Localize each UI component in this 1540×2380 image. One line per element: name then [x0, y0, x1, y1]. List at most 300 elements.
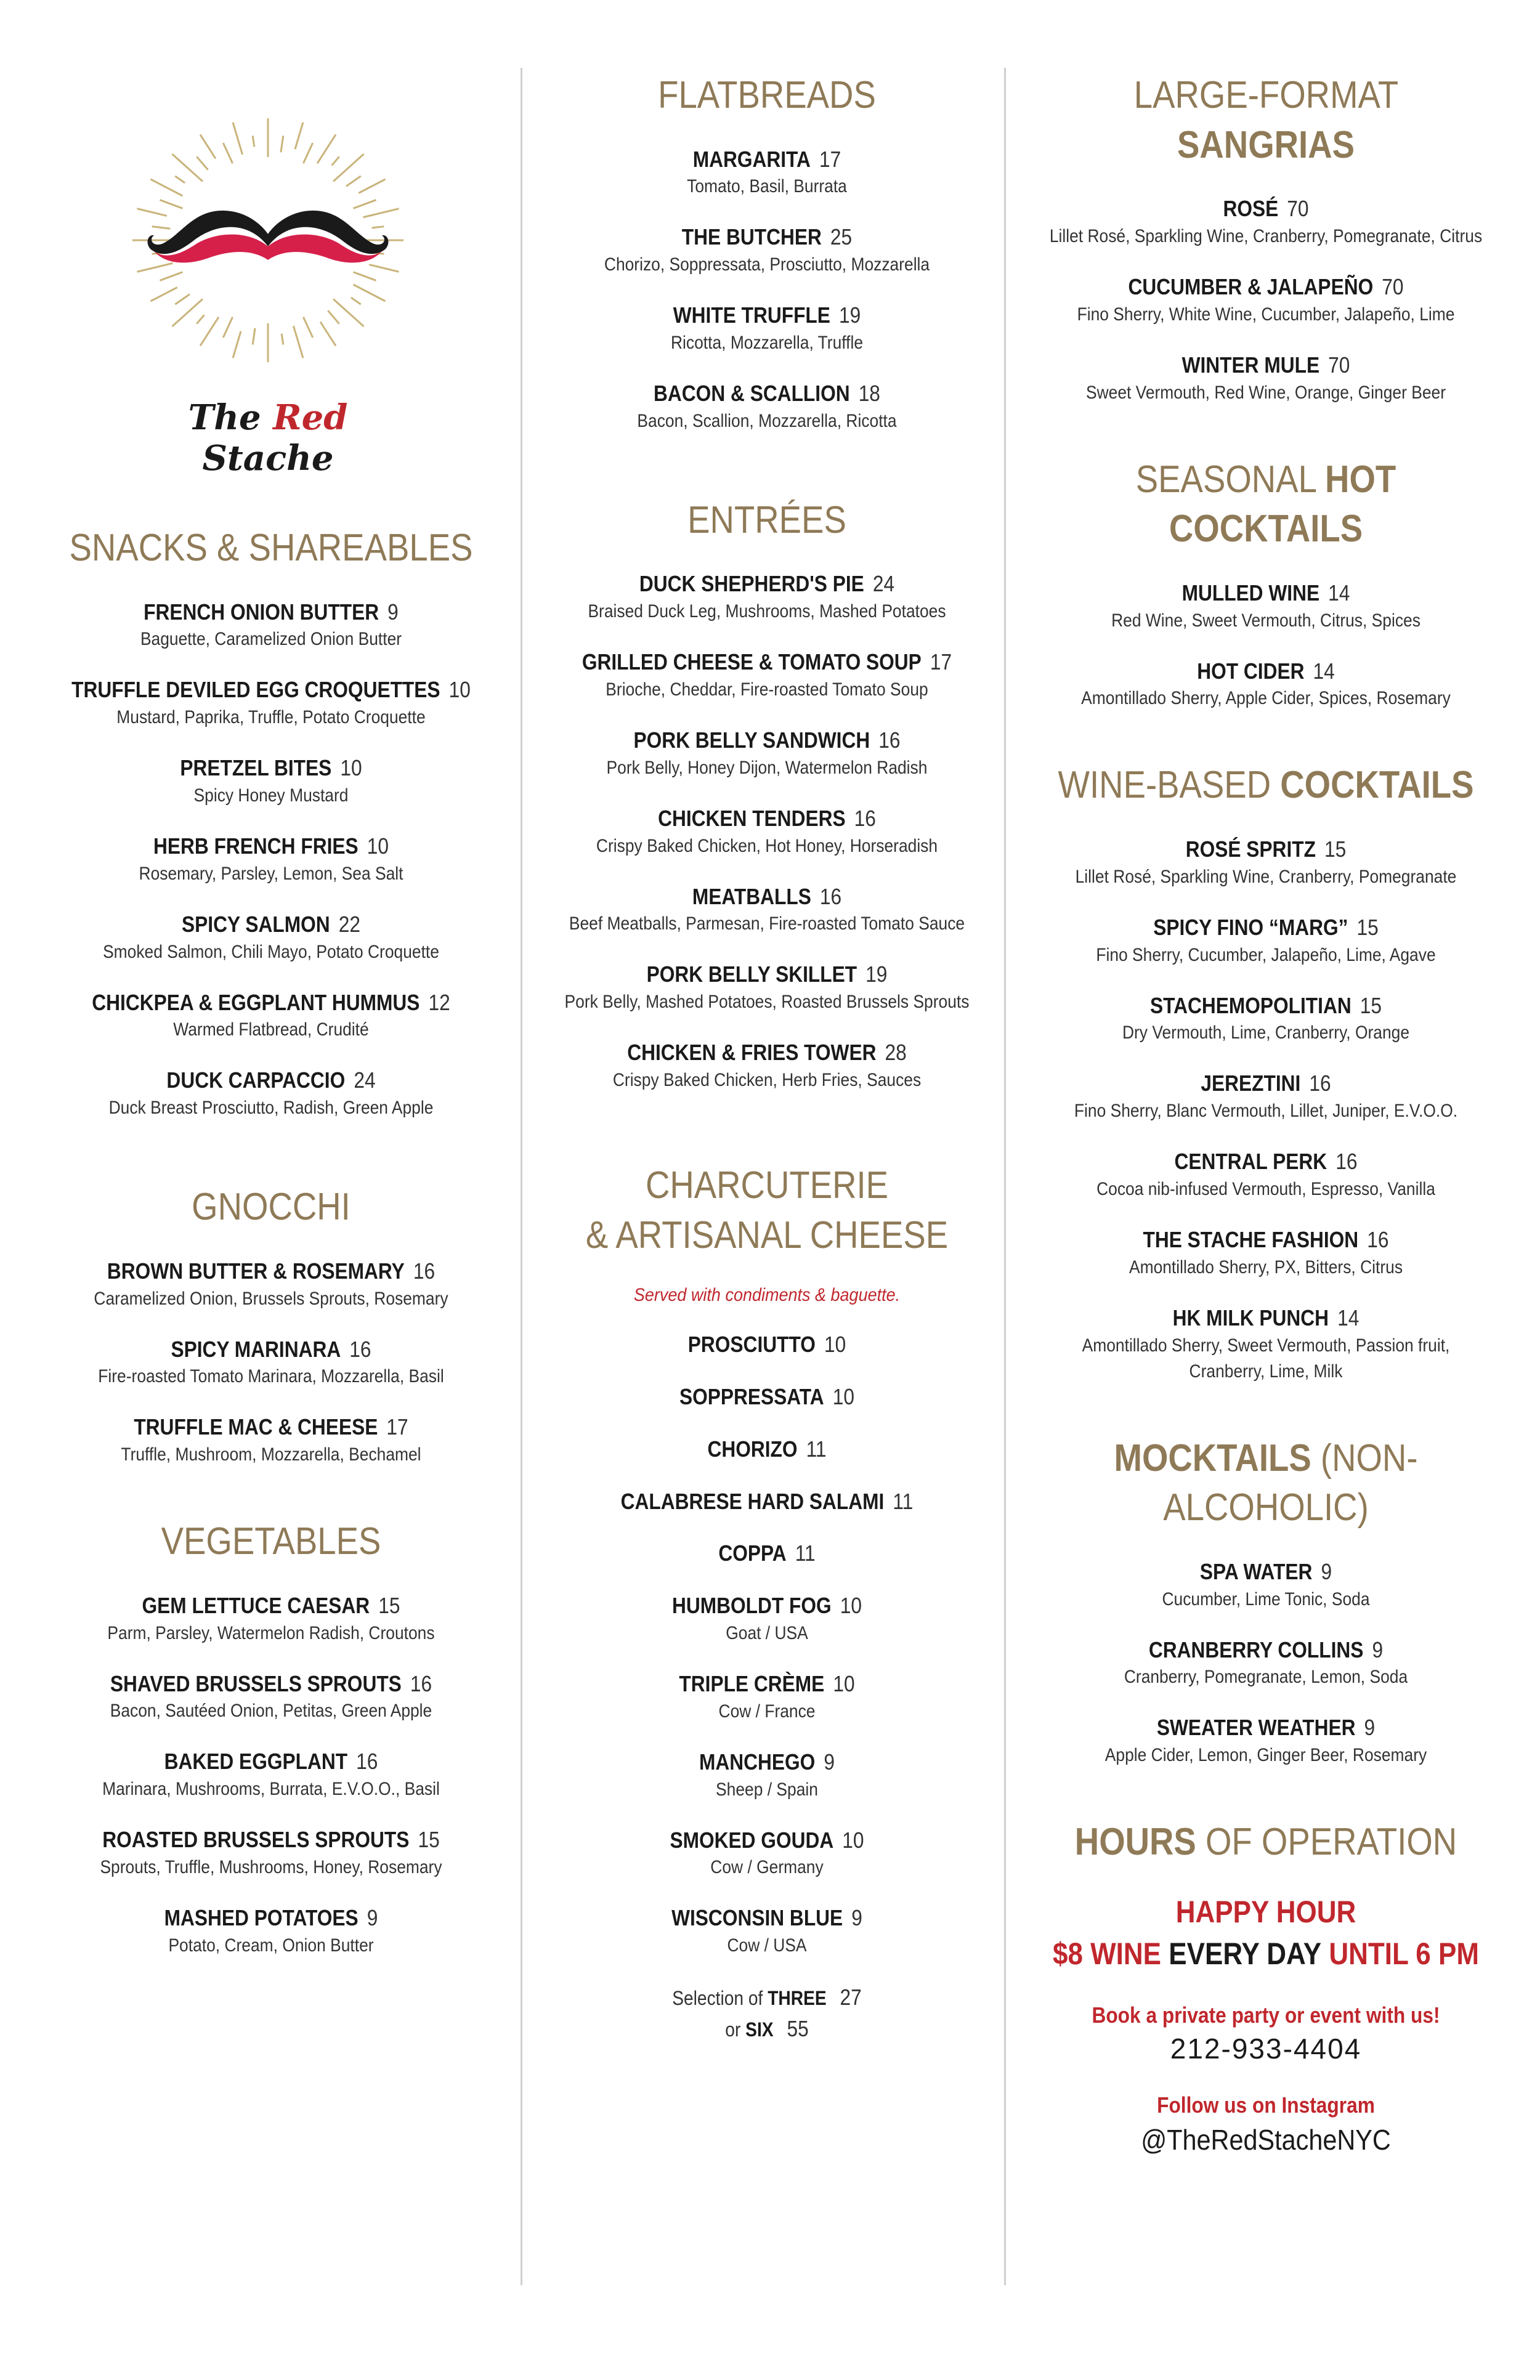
charcuterie-section	[527, 1161, 1007, 2044]
item-list	[1010, 195, 1522, 405]
menu-item-line	[556, 1904, 978, 1933]
entrees-section	[527, 496, 1007, 1093]
menu-item-name: FRENCH ONION BUTTER	[144, 599, 379, 625]
gnocchi-section	[18, 1183, 524, 1468]
menu-item-description: Braised Duck Leg, Mushrooms, Mashed Potatoes	[588, 601, 946, 622]
logo-text-the: The	[188, 397, 261, 438]
menu-item-name: ROASTED BRUSSELS SPROUTS	[102, 1827, 410, 1853]
menu-item-line	[556, 223, 978, 252]
happy-hour-title: HAPPY HOUR	[1175, 1894, 1356, 1929]
section-title	[1041, 455, 1491, 554]
menu-item-line	[1041, 835, 1491, 864]
menu-item	[1010, 1148, 1522, 1202]
menu-item	[18, 1066, 524, 1121]
menu-item	[18, 1592, 524, 1646]
menu-item-price: 15	[1360, 992, 1382, 1018]
menu-item-name: BACON & SCALLION	[654, 380, 850, 406]
menu-item	[1010, 1226, 1522, 1281]
menu-item-description: Cow / USA	[727, 1935, 807, 1956]
item-list	[18, 598, 524, 1122]
menu-item-line	[49, 1335, 493, 1364]
menu-item-description: Cow / Germany	[710, 1857, 824, 1878]
happy-hour-deal	[1041, 1932, 1491, 1975]
menu-item-price: 18	[858, 380, 880, 406]
menu-item-description: Lillet Rosé, Sparkling Wine, Cranberry, Pomegranate	[1075, 866, 1457, 887]
menu-item-name: DUCK SHEPHERD'S PIE	[639, 571, 864, 597]
menu-item-line	[556, 1038, 978, 1067]
menu-item	[527, 1435, 1007, 1464]
title-thin: SEASONAL	[1135, 458, 1316, 501]
menu-item	[18, 676, 524, 731]
menu-item-description: Baguette, Caramelized Onion Butter	[140, 629, 402, 650]
menu-item-description: Warmed Flatbread, Crudité	[173, 1019, 369, 1040]
section-title: VEGETABLES	[161, 1520, 381, 1563]
selection-three: THREE	[768, 1987, 827, 2010]
menu-item-name: SWEATER WEATHER	[1156, 1715, 1356, 1741]
item-list	[527, 1330, 1007, 1959]
deal-part3: UNTIL 6 PM	[1329, 1936, 1480, 1971]
menu-item-line	[49, 676, 493, 705]
menu-item-description: Amontillado Sherry, Apple Cider, Spices, Rosemary	[1081, 688, 1451, 709]
menu-item-price: 10	[824, 1332, 846, 1358]
menu-item-line	[1041, 1069, 1491, 1098]
menu-item-line	[1041, 657, 1491, 686]
menu-item	[527, 1826, 1007, 1881]
item-list	[1010, 579, 1522, 712]
menu-item	[527, 1330, 1007, 1359]
menu-item-line	[556, 1488, 978, 1516]
menu-item-price: 9	[1372, 1637, 1384, 1662]
menu-item	[18, 910, 524, 965]
menu-item-description: Pork Belly, Mashed Potatoes, Roasted Brussels Sprouts	[564, 992, 970, 1013]
menu-item-description: Pork Belly, Honey Dijon, Watermelon Radish	[606, 757, 928, 778]
menu-item	[1010, 992, 1522, 1046]
menu-item	[18, 1747, 524, 1802]
menu-item-name: MASHED POTATOES	[164, 1904, 359, 1930]
menu-item-description: Potato, Cream, Onion Butter	[168, 1935, 374, 1956]
menu-item-line	[49, 1670, 493, 1699]
menu-item	[1010, 1558, 1522, 1613]
section-title-line2: & ARTISANAL CHEESE	[585, 1213, 949, 1257]
menu-item-price: 16	[356, 1749, 378, 1775]
book-party-text: Book a private party or event with us!	[1092, 2002, 1440, 2028]
menu-item-name: SPICY FINO “MARG”	[1153, 914, 1348, 940]
selection-or: or	[725, 2018, 741, 2041]
menu-item-description: Fino Sherry, Cucumber, Jalapeño, Lime, Agave	[1096, 944, 1436, 965]
menu-item-price: 22	[338, 911, 360, 937]
menu-column-1	[18, 62, 524, 2008]
menu-item-name: CUCUMBER & JALAPEÑO	[1128, 273, 1374, 299]
menu-item-description: Truffle, Mushroom, Mozzarella, Bechamel	[121, 1444, 421, 1465]
title-thin: WINE-BASED	[1058, 764, 1271, 807]
menu-item-description: Tomato, Basil, Burrata	[687, 176, 847, 197]
menu-item-price: 16	[1309, 1071, 1331, 1096]
menu-item-description: Amontillado Sherry, PX, Bitters, Citrus	[1129, 1257, 1403, 1277]
menu-item-name: SPICY MARINARA	[171, 1336, 341, 1362]
menu-item-line	[556, 804, 978, 833]
menu-item	[18, 1670, 524, 1725]
menu-item-name: CENTRAL PERK	[1174, 1149, 1327, 1175]
menu-item	[1010, 913, 1522, 968]
menu-item	[527, 1592, 1007, 1646]
menu-item-price: 10	[340, 755, 362, 781]
menu-item-line	[49, 989, 493, 1018]
menu-item-line	[556, 1539, 978, 1568]
menu-item-name: HOT CIDER	[1197, 658, 1305, 684]
menu-item-name: TRUFFLE DEVILED EGG CROQUETTES	[71, 677, 440, 703]
menu-item-price: 19	[865, 961, 888, 987]
menu-item-description: Cranberry, Pomegranate, Lemon, Soda	[1124, 1667, 1408, 1688]
hot-cocktails-section	[1010, 455, 1522, 712]
menu-item-line	[556, 301, 978, 330]
item-list	[1010, 1558, 1522, 1768]
menu-item-line	[1041, 195, 1491, 224]
section-title: ENTRÉES	[687, 498, 846, 541]
menu-item-description: Dry Vermouth, Lime, Cranberry, Orange	[1122, 1022, 1410, 1043]
menu-item	[18, 1826, 524, 1880]
menu-item-description: Red Wine, Sweet Vermouth, Citrus, Spices	[1111, 610, 1420, 631]
menu-item-name: MARGARITA	[692, 146, 811, 172]
menu-item-description: Sprouts, Truffle, Mushrooms, Honey, Rosemary	[100, 1856, 442, 1877]
menu-item-line	[49, 1747, 493, 1776]
menu-item-name: THE STACHE FASHION	[1143, 1226, 1359, 1252]
menu-item-line	[1041, 1636, 1491, 1665]
menu-item-line	[49, 1413, 493, 1442]
menu-item-name: CHORIZO	[707, 1436, 798, 1462]
selection-line-2	[556, 2014, 978, 2044]
selection-three-price: 27	[840, 1985, 862, 2010]
menu-item-description: Smoked Salmon, Chili Mayo, Potato Croquette	[103, 941, 439, 962]
phone-number[interactable]: 212-933-4404	[1170, 2032, 1362, 2065]
menu-item-name: WINTER MULE	[1181, 352, 1320, 378]
menu-item-description: Ricotta, Mozzarella, Truffle	[670, 332, 864, 353]
menu-item-line	[1041, 1558, 1491, 1587]
menu-item	[18, 832, 524, 887]
menu-item-name: PROSCIUTTO	[687, 1332, 816, 1358]
menu-item-name: MULLED WINE	[1181, 580, 1320, 605]
menu-item-name: BROWN BUTTER & ROSEMARY	[107, 1258, 405, 1284]
menu-item-name: DUCK CARPACCIO	[166, 1067, 346, 1093]
menu-item-description: Marinara, Mushrooms, Burrata, E.V.O.O., Basil	[102, 1779, 440, 1800]
menu-item-description: Fire-roasted Tomato Marinara, Mozzarella, Basil	[98, 1366, 444, 1387]
menu-item	[18, 1904, 524, 1959]
menu-item-price: 11	[806, 1436, 827, 1462]
menu-item	[527, 648, 1007, 703]
menu-item-line	[556, 570, 978, 599]
section-title: FLATBREADS	[658, 74, 876, 116]
menu-item-name: CRANBERRY COLLINS	[1148, 1637, 1364, 1662]
selection-item	[527, 1982, 1007, 2044]
menu-item	[18, 1257, 524, 1312]
menu-item-description: Caramelized Onion, Brussels Sprouts, Rosemary	[94, 1288, 448, 1309]
logo-text-red: Red	[273, 397, 348, 438]
item-list	[527, 145, 1007, 434]
menu-item	[527, 379, 1007, 434]
menu-item-description: Mustard, Paprika, Truffle, Potato Croquette	[116, 707, 426, 728]
menu-item-name: CHICKPEA & EGGPLANT HUMMUS	[92, 989, 420, 1015]
selection-line-1	[556, 1982, 978, 2013]
menu-item-name: SPICY SALMON	[182, 911, 330, 937]
menu-item-price: 9	[367, 1904, 378, 1930]
item-list	[18, 1257, 524, 1468]
hours-section	[1010, 1818, 1522, 2156]
menu-item-name: ROSÉ	[1223, 196, 1279, 222]
title-bold: HOURS	[1074, 1821, 1196, 1864]
menu-item-price: 17	[386, 1414, 408, 1440]
menu-item-line	[1041, 351, 1491, 380]
menu-item-line	[1041, 1304, 1491, 1333]
menu-item	[527, 883, 1007, 937]
menu-item-price: 9	[824, 1749, 835, 1775]
section-title: GNOCCHI	[192, 1186, 351, 1229]
menu-item-line	[556, 1435, 978, 1464]
logo-text-stache: Stache	[202, 438, 334, 479]
menu-item-price: 15	[1356, 914, 1379, 940]
menu-item-name: CHICKEN & FRIES TOWER	[627, 1040, 877, 1066]
menu-item-price: 28	[885, 1040, 907, 1066]
selection-six-price: 55	[787, 2015, 809, 2041]
title-thin: LARGE-FORMAT	[1133, 74, 1398, 116]
menu-item-description: Parm, Parsley, Watermelon Radish, Croutons	[107, 1622, 435, 1643]
menu-column-3	[1010, 62, 1522, 2206]
menu-item-price: 16	[878, 727, 901, 753]
menu-item	[527, 570, 1007, 625]
follow-instagram-text: Follow us on Instagram	[1157, 2092, 1375, 2118]
menu-item-name: GEM LETTUCE CAESAR	[142, 1592, 370, 1618]
menu-item-price: 14	[1337, 1305, 1360, 1330]
menu-item-description: Bacon, Sautéed Onion, Petitas, Green Apple	[110, 1701, 432, 1722]
menu-item-name: BAKED EGGPLANT	[164, 1749, 348, 1775]
menu-item-price: 17	[930, 649, 952, 675]
menu-item-price: 11	[893, 1488, 914, 1514]
item-list	[1010, 835, 1522, 1385]
menu-item	[1010, 351, 1522, 406]
menu-item-name: WHITE TRUFFLE	[673, 302, 830, 328]
menu-item-name: HUMBOLDT FOG	[671, 1593, 832, 1619]
menu-item-line	[556, 648, 978, 677]
menu-item-price: 24	[354, 1067, 376, 1093]
menu-item-name: TRUFFLE MAC & CHEESE	[134, 1414, 378, 1440]
menu-item-description: Sweet Vermouth, Red Wine, Orange, Ginger Beer	[1085, 382, 1446, 403]
menu-item-line	[556, 379, 978, 408]
title-bold: MOCKTAILS	[1114, 1436, 1311, 1479]
menu-item-line	[1041, 1148, 1491, 1176]
menu-item-name: GRILLED CHEESE & TOMATO SOUP	[582, 649, 922, 675]
title-bold: COCKTAILS	[1280, 764, 1474, 807]
menu-item-name: HK MILK PUNCH	[1172, 1305, 1329, 1330]
menu-item-name: STACHEMOPOLITIAN	[1149, 992, 1352, 1018]
menu-item-line	[49, 1066, 493, 1095]
menu-item-line	[1041, 579, 1491, 608]
menu-item-name: THE BUTCHER	[681, 224, 822, 250]
menu-item-name: SHAVED BRUSSELS SPROUTS	[110, 1670, 402, 1696]
section-title	[1041, 1434, 1491, 1533]
menu-item-price: 16	[819, 883, 842, 909]
menu-item-description: Spicy Honey Mustard	[193, 785, 349, 806]
menu-item-price: 10	[840, 1593, 862, 1619]
menu-item-description: Rosemary, Parsley, Lemon, Sea Salt	[139, 863, 403, 884]
menu-item-price: 16	[410, 1670, 432, 1696]
menu-item	[18, 598, 524, 653]
menu-item-line	[1041, 273, 1491, 302]
sangrias-section	[1010, 71, 1522, 406]
menu-item-price: 9	[851, 1905, 862, 1931]
menu-item	[527, 804, 1007, 859]
menu-item-price: 11	[795, 1540, 816, 1566]
menu-item-line	[49, 1904, 493, 1933]
menu-item-description: Beef Meatballs, Parmesan, Fire-roasted Tomato Sauce	[569, 913, 965, 934]
menu-item-description: Sheep / Spain	[716, 1779, 818, 1800]
menu-item-name: JEREZTINI	[1201, 1071, 1301, 1096]
menu-item-price: 15	[1324, 836, 1347, 862]
menu-item-line	[556, 1826, 978, 1855]
menu-item	[527, 1670, 1007, 1725]
flatbreads-section	[527, 71, 1007, 434]
menu-item-price: 70	[1287, 196, 1309, 222]
menu-item-description: Fino Sherry, White Wine, Cucumber, Jalapeño, Lime	[1077, 304, 1455, 325]
menu-item-price: 16	[854, 805, 876, 831]
section-title	[1041, 1818, 1491, 1868]
menu-item-line	[556, 883, 978, 912]
menu-item-name: MANCHEGO	[699, 1749, 816, 1775]
menu-item	[1010, 579, 1522, 634]
menu-item-price: 10	[367, 833, 389, 859]
menu-item-line	[556, 726, 978, 755]
menu-item-price: 24	[872, 571, 895, 597]
instagram-handle[interactable]: @TheRedStacheNYC	[1141, 2123, 1391, 2156]
menu-item-description: Apple Cider, Lemon, Ginger Beer, Rosemary	[1104, 1745, 1427, 1766]
menu-item	[1010, 1304, 1522, 1385]
menu-item-name: PORK BELLY SANDWICH	[633, 727, 870, 753]
menu-item-price: 10	[832, 1383, 855, 1409]
menu-item-line	[556, 1592, 978, 1621]
menu-item-name: CALABRESE HARD SALAMI	[620, 1488, 885, 1514]
menu-item-line	[49, 1826, 493, 1855]
menu-item	[527, 1748, 1007, 1803]
selection-six: SIX	[745, 2018, 774, 2041]
menu-item-description: Duck Breast Prosciutto, Radish, Green Apple	[108, 1098, 434, 1119]
deal-part2: EVERY DAY	[1169, 1936, 1322, 1971]
menu-item	[527, 1904, 1007, 1959]
menu-item	[18, 1413, 524, 1468]
menu-item	[1010, 835, 1522, 890]
menu-item-line	[49, 910, 493, 939]
menu-item-price: 70	[1328, 352, 1350, 378]
menu-item-price: 9	[1321, 1558, 1332, 1584]
menu-item-line	[49, 832, 493, 861]
menu-item	[1010, 1069, 1522, 1124]
menu-item	[18, 754, 524, 809]
menu-item-name: WISCONSIN BLUE	[671, 1905, 843, 1931]
menu-item	[527, 960, 1007, 1015]
menu-item-price: 15	[418, 1827, 440, 1853]
menu-item-name: PRETZEL BITES	[180, 755, 332, 781]
title-thin: (NON-ALCOHOLIC)	[1163, 1436, 1418, 1529]
section-title-line1: CHARCUTERIE	[645, 1164, 889, 1207]
menu-item-description: Chorizo, Soppressata, Prosciutto, Mozzarella	[604, 254, 930, 275]
menu-item-name: SOPPRESSATA	[679, 1383, 824, 1409]
menu-column-2	[527, 62, 1007, 2094]
menu-item-line	[1041, 1714, 1491, 1742]
menu-item-price: 10	[833, 1670, 855, 1696]
menu-item-price: 16	[1367, 1226, 1389, 1252]
deal-part1: $8 WINE	[1052, 1936, 1162, 1971]
menu-item-description: Crispy Baked Chicken, Herb Fries, Sauces	[612, 1069, 922, 1090]
item-list	[527, 570, 1007, 1093]
menu-item	[1010, 195, 1522, 249]
menu-item-description: Cow / France	[718, 1701, 816, 1722]
menu-item-description: Crispy Baked Chicken, Hot Honey, Horseradish	[596, 835, 938, 856]
menu-item-name: ROSÉ SPRITZ	[1185, 836, 1316, 862]
menu-item-name: CHICKEN TENDERS	[658, 805, 846, 831]
menu-item-description: Cucumber, Lime Tonic, Soda	[1162, 1589, 1370, 1609]
menu-item-price: 9	[1364, 1715, 1376, 1741]
menu-item-line	[556, 1748, 978, 1777]
menu-item-price: 9	[387, 599, 399, 625]
menu-item-line	[556, 960, 978, 989]
menu-item-description: Lillet Rosé, Sparkling Wine, Cranberry, Pomegranate, Citrus	[1049, 225, 1483, 246]
menu-item-name: HERB FRENCH FRIES	[153, 833, 359, 859]
mocktails-section	[1010, 1434, 1522, 1769]
menu-item-line	[1041, 1226, 1491, 1255]
menu-item	[527, 1539, 1007, 1568]
vegetables-section	[18, 1517, 524, 1959]
menu-item	[1010, 1714, 1522, 1768]
menu-item	[1010, 273, 1522, 328]
title-bold: SANGRIAS	[1177, 123, 1355, 166]
menu-item-price: 15	[378, 1592, 400, 1618]
menu-item	[527, 223, 1007, 278]
menu-item-line	[1041, 992, 1491, 1021]
menu-item-price: 14	[1328, 580, 1350, 605]
menu-item	[18, 989, 524, 1043]
menu-item	[527, 726, 1007, 781]
menu-item-price: 17	[819, 146, 841, 172]
wine-cocktails-section	[1010, 761, 1522, 1384]
menu-item	[527, 1038, 1007, 1093]
menu-item-line	[556, 1383, 978, 1412]
menu-item-price: 10	[448, 677, 471, 703]
title-bold: HOT COCKTAILS	[1169, 458, 1396, 551]
menu-item	[527, 1488, 1007, 1516]
menu-item	[527, 301, 1007, 356]
menu-item-description: Goat / USA	[726, 1622, 808, 1643]
menu-item	[1010, 657, 1522, 712]
selection-prefix: Selection of	[672, 1987, 763, 2010]
menu-item-name: TRIPLE CRÈME	[679, 1670, 825, 1696]
menu-item-name: PORK BELLY SKILLET	[646, 961, 857, 987]
menu-item-line	[49, 754, 493, 783]
menu-item	[1010, 1636, 1522, 1691]
menu-item-description: Fino Sherry, Blanc Vermouth, Lillet, Juniper, E.V.O.O.	[1074, 1101, 1458, 1122]
menu-item-description-line2: Cranberry, Lime, Milk	[1189, 1361, 1343, 1382]
menu-item-price: 70	[1382, 273, 1404, 299]
menu-item-description: Amontillado Sherry, Sweet Vermouth, Passion fruit,	[1082, 1335, 1450, 1356]
menu-item	[527, 1383, 1007, 1412]
menu-item-description: Cocoa nib-infused Vermouth, Espresso, Vanilla	[1096, 1178, 1435, 1199]
menu-item	[527, 145, 1007, 200]
section-title	[1041, 71, 1491, 170]
menu-item-line	[49, 1592, 493, 1621]
menu-item-line	[49, 1257, 493, 1286]
menu-item-price: 16	[1335, 1149, 1358, 1175]
menu-item-line	[1041, 913, 1491, 942]
menu-item-price: 12	[428, 989, 450, 1015]
menu-item-name: SPA WATER	[1199, 1558, 1313, 1584]
menu-item-price: 16	[349, 1336, 371, 1362]
title-thin: OF OPERATION	[1205, 1821, 1457, 1864]
menu-item-description: Brioche, Cheddar, Fire-roasted Tomato Soup	[606, 679, 928, 700]
